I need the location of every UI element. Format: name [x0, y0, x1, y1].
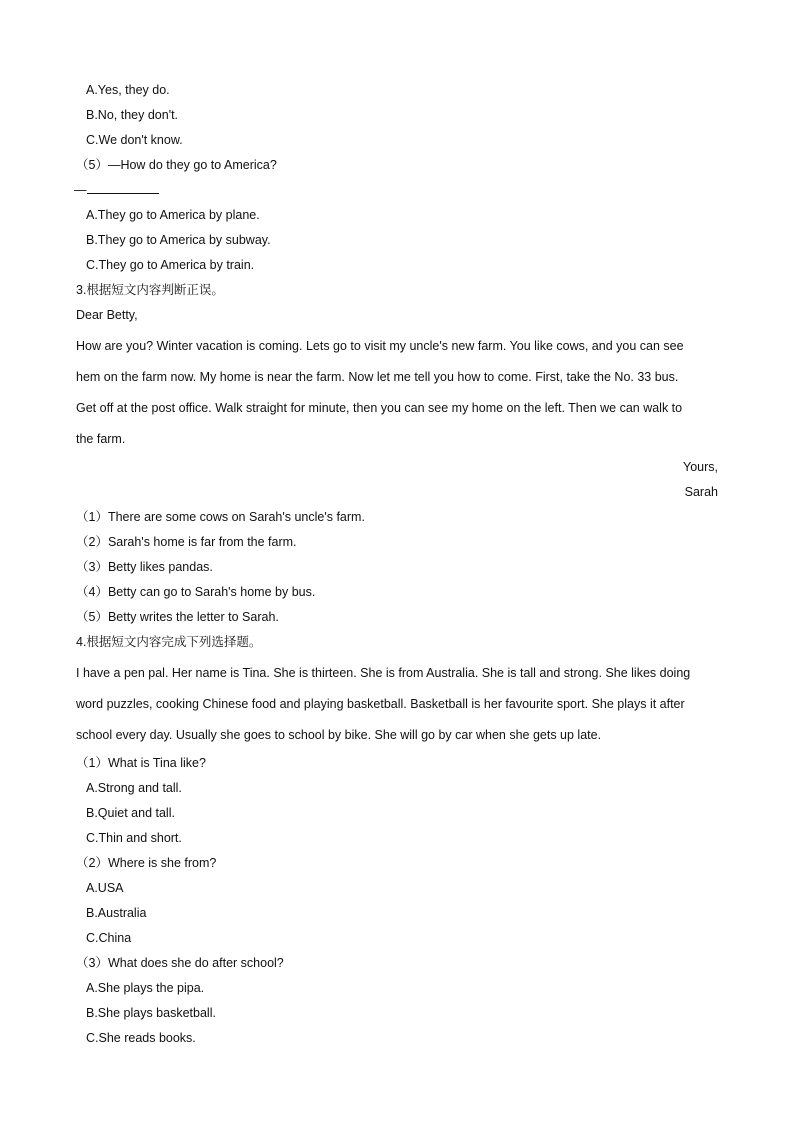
option: A.Strong and tall.: [86, 781, 182, 795]
option: B.Australia: [86, 906, 147, 920]
section-3: [76, 278, 720, 630]
paragraph-line: word puzzles, cooking Chinese food and playing basketball. Basketball is her favourite sport. She plays it after: [76, 697, 685, 711]
option: C.They go to America by train.: [86, 258, 255, 272]
section-heading: 3.根据短文内容判断正误。: [76, 283, 224, 297]
question-1: [76, 751, 720, 851]
closing-text: Yours,: [683, 460, 718, 474]
question-text: （1）What is Tina like?: [76, 756, 206, 770]
answer-blank: [87, 181, 159, 194]
question-2: [76, 851, 720, 951]
option: B.Quiet and tall.: [86, 806, 175, 820]
paragraph-line: school every day. Usually she goes to school by bike. She will go by car when she gets up late.: [76, 728, 602, 742]
option: B.No, they don't.: [86, 108, 179, 122]
option: A.They go to America by plane.: [86, 208, 260, 222]
letter-signature: [76, 480, 720, 505]
letter-closing: [76, 455, 720, 480]
question-5: [76, 153, 720, 278]
statement: （1）There are some cows on Sarah's uncle's farm.: [76, 510, 365, 524]
answer-dash: —: [74, 183, 87, 197]
letter-greeting: Dear Betty,: [76, 308, 138, 322]
section-4: [76, 630, 720, 1051]
section-heading: 4.根据短文内容完成下列选择题。: [76, 635, 262, 649]
option: C.Thin and short.: [86, 831, 182, 845]
paragraph-line: How are you? Winter vacation is coming. Lets go to visit my uncle's new farm. You like cows, and you can see: [76, 339, 684, 353]
paragraph-line: the farm.: [76, 432, 126, 446]
option: A.USA: [86, 881, 124, 895]
signature-text: Sarah: [684, 485, 718, 499]
option: B.They go to America by subway.: [86, 233, 271, 247]
answer-line: [74, 178, 720, 203]
letter-paragraph: [76, 331, 720, 455]
passage-paragraph: [76, 658, 720, 751]
statement: （2）Sarah's home is far from the farm.: [76, 535, 297, 549]
statement: （4）Betty can go to Sarah's home by bus.: [76, 585, 316, 599]
question-text: （5）—How do they go to America?: [76, 158, 277, 172]
option: C.She reads books.: [86, 1031, 196, 1045]
option: C.China: [86, 931, 132, 945]
option: B.She plays basketball.: [86, 1006, 216, 1020]
worksheet-page: [76, 78, 720, 1051]
statement: （3）Betty likes pandas.: [76, 560, 213, 574]
option: A.Yes, they do.: [86, 83, 170, 97]
question-text: （2）Where is she from?: [76, 856, 217, 870]
option: A.She plays the pipa.: [86, 981, 205, 995]
question-3: [76, 951, 720, 1051]
statement: （5）Betty writes the letter to Sarah.: [76, 610, 279, 624]
paragraph-line: I have a pen pal. Her name is Tina. She is thirteen. She is from Australia. She is tall and strong. She likes doing: [76, 666, 691, 680]
paragraph-line: hem on the farm now. My home is near the farm. Now let me tell you how to come. First, take the No. 33 bus.: [76, 370, 679, 384]
option: C.We don't know.: [86, 133, 183, 147]
paragraph-line: Get off at the post office. Walk straight for minute, then you can see my home on the left. Then we can walk to: [76, 401, 683, 415]
q2-tail-options: [76, 78, 720, 153]
question-text: （3）What does she do after school?: [76, 956, 284, 970]
